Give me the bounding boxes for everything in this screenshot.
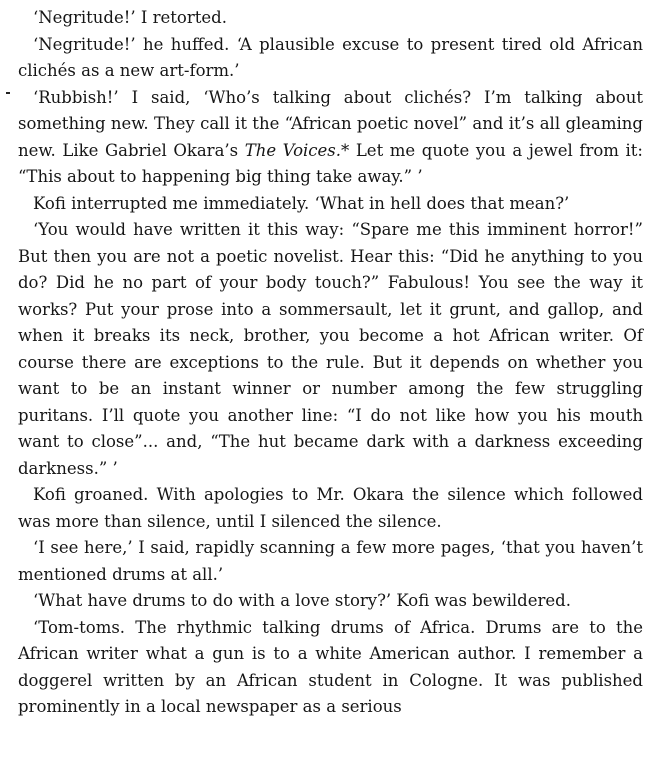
- book-title: The Voices.: [244, 140, 342, 160]
- stray-ink-mark: [6, 92, 10, 94]
- paragraph-tom-toms: ‘Tom-toms. The rhythmic talking drums of Africa. Drums are to the African writer what a gun is to a white American author. I remember a doggerel written by an African student in Cologne. It was published prominently in a local newspaper as a serious: [18, 617, 643, 716]
- body-text: [18, 5, 643, 721]
- paragraph-poetic-novelist: ‘You would have written it this way: “Spare me this imminent horror!” But then you are not a poetic novelist. Hear this: “Did he anything to you do? Did he no part of your body touch?” Fabulous! You see the way it works? Put your prose into a sommersault, let it grunt, and gallop, and when it breaks its neck, brother, you become a hot African writer. Of course there are exceptions to the rule. But it depends on whether you want to be an instant winner or number among the few struggling puritans. I’ll quote you another line: “I do not like how you his mouth want to close”... and, “The hut became dark with a darkness exceeding darkness.” ’: [18, 220, 643, 478]
- paragraph-drums-question: ‘I see here,’ I said, rapidly scanning a few more pages, ‘that you haven’t mentioned drums at all.’: [18, 538, 643, 584]
- paragraph-kofi-interrupted: Kofi interrupted me immediately. ‘What in hell does that mean?’: [33, 193, 570, 213]
- paragraph-huffed: ‘Negritude!’ he huffed. ‘A plausible excuse to present tired old African clichés as a new art-form.’: [18, 34, 643, 80]
- paragraph-love-story: ‘What have drums to do with a love story?’ Kofi was bewildered.: [33, 591, 571, 610]
- paragraph-retort: ‘Negritude!’ I retorted.: [33, 8, 227, 27]
- paragraph-rubbish: ‘Rubbish!’ I said, ‘Who’s talking about clichés? I’m talking about something new. They call it the “African poetic novel” and it’s all gleaming new. Like Gabriel Okara’s The Voices.* Let me quote you a jewel from it: “This about to happening big thing take away.” ’: [18, 87, 643, 186]
- paragraph-kofi-groaned: Kofi groaned. With apologies to Mr. Okara the silence which followed was more than silence, until I silenced the silence.: [18, 485, 643, 531]
